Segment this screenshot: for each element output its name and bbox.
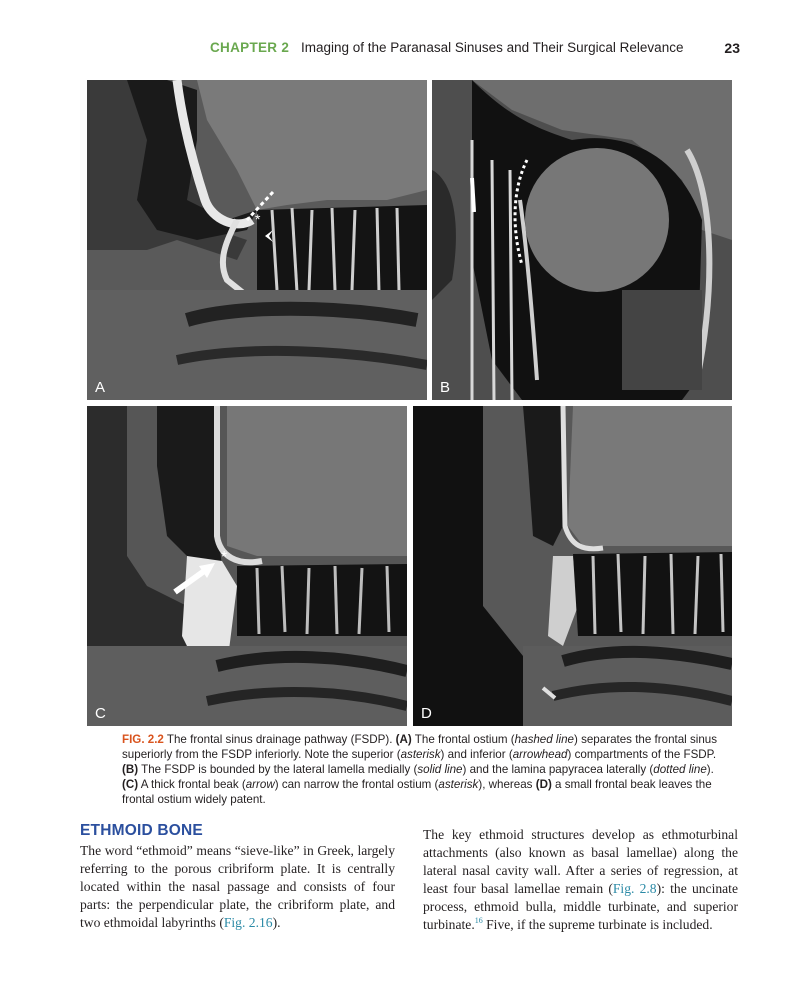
caption-term: hashed line bbox=[514, 733, 574, 746]
panel-label-d: D bbox=[421, 705, 432, 722]
caption-text: ) can narrow the frontal ostium ( bbox=[274, 778, 439, 791]
caption-text: ), whereas bbox=[478, 778, 536, 791]
citation-reference[interactable]: 16 bbox=[474, 916, 483, 925]
caption-text: The frontal sinus drainage pathway (FSDP). bbox=[163, 733, 396, 746]
solid-line-icon bbox=[472, 178, 474, 212]
panel-label-c: C bbox=[95, 705, 106, 722]
page-number: 23 bbox=[724, 40, 740, 56]
panel-label-a: A bbox=[95, 379, 106, 396]
caption-marker-b: (B) bbox=[122, 763, 139, 776]
caption-term: arrowhead bbox=[512, 748, 568, 761]
asterisk-marker: * bbox=[255, 211, 261, 227]
caption-text: ) compartments of the FSDP. bbox=[567, 748, 717, 761]
caption-term: dotted line bbox=[653, 763, 707, 776]
running-head bbox=[210, 40, 740, 56]
ct-image-d bbox=[413, 406, 732, 726]
caption-text: The frontal ostium ( bbox=[411, 733, 515, 746]
chapter-label: CHAPTER 2 bbox=[210, 40, 290, 55]
paragraph-text: Five, if the supreme turbinate is included. bbox=[482, 917, 713, 932]
caption-marker-a: (A) bbox=[395, 733, 412, 746]
panel-label-b: B bbox=[440, 379, 451, 396]
chapter-title: Imaging of the Paranasal Sinuses and Their Surgical Relevance bbox=[300, 40, 684, 55]
caption-text: ). bbox=[706, 763, 714, 776]
ct-image-c bbox=[87, 406, 407, 726]
figure-reference-link[interactable]: Fig. 2.8 bbox=[612, 881, 657, 896]
orbit-globe bbox=[525, 148, 669, 292]
paragraph-text: ): the uncinate process, ethmoid bulla, middle turbinate, and superior turbinate. bbox=[423, 881, 738, 932]
figure-panel-b bbox=[432, 80, 732, 400]
paragraph-text: ). bbox=[272, 915, 281, 930]
caption-text: ) separates the frontal sinus superiorly from the FSDP inferiorly. Note the superior ( bbox=[122, 733, 718, 761]
ct-image-b bbox=[432, 80, 732, 400]
caption-text: The FSDP is bounded by the lateral lamella medially ( bbox=[138, 763, 418, 776]
caption-term: asterisk bbox=[400, 748, 441, 761]
ct-image-a bbox=[87, 80, 427, 400]
body-text-right bbox=[423, 826, 738, 934]
caption-term: asterisk bbox=[438, 778, 479, 791]
caption-term: arrow bbox=[245, 778, 275, 791]
caption-text: ) and the lamina papyracea laterally ( bbox=[462, 763, 654, 776]
figure-panel-d bbox=[413, 406, 732, 726]
figure-panel-a bbox=[87, 80, 427, 400]
caption-text: A thick frontal beak ( bbox=[138, 778, 246, 791]
paragraph-text: The key ethmoid structures develop as ethmoturbinal attachments (also known as basal lamellae) along the lateral nasal cavity wall. After a series of regression, at least four basal lamellae remain ( bbox=[423, 827, 738, 896]
paragraph-text: The word “ethmoid” means “sieve-like” in Greek, largely referring to the porous cribriform plate. It is centrally located within the nasal passage and consists of four parts: the perpendicular plate, the cribriform plate, and two ethmoidal labyrinths ( bbox=[80, 843, 395, 930]
figure-label: FIG. 2.2 bbox=[122, 733, 164, 746]
caption-marker-d: (D) bbox=[535, 778, 552, 791]
figure-panel-c bbox=[87, 406, 407, 726]
figure-reference-link[interactable]: Fig. 2.16 bbox=[223, 915, 273, 930]
asterisk-marker-c: * bbox=[221, 549, 228, 566]
body-text-left bbox=[80, 842, 395, 932]
caption-marker-c: (C) bbox=[122, 778, 139, 791]
figure-caption bbox=[122, 732, 722, 807]
caption-text: ) and inferior ( bbox=[440, 748, 513, 761]
caption-term: solid line bbox=[417, 763, 463, 776]
caption-text: a small frontal beak leaves the frontal ostium widely patent. bbox=[122, 778, 712, 806]
section-heading: ETHMOID BONE bbox=[80, 822, 203, 839]
